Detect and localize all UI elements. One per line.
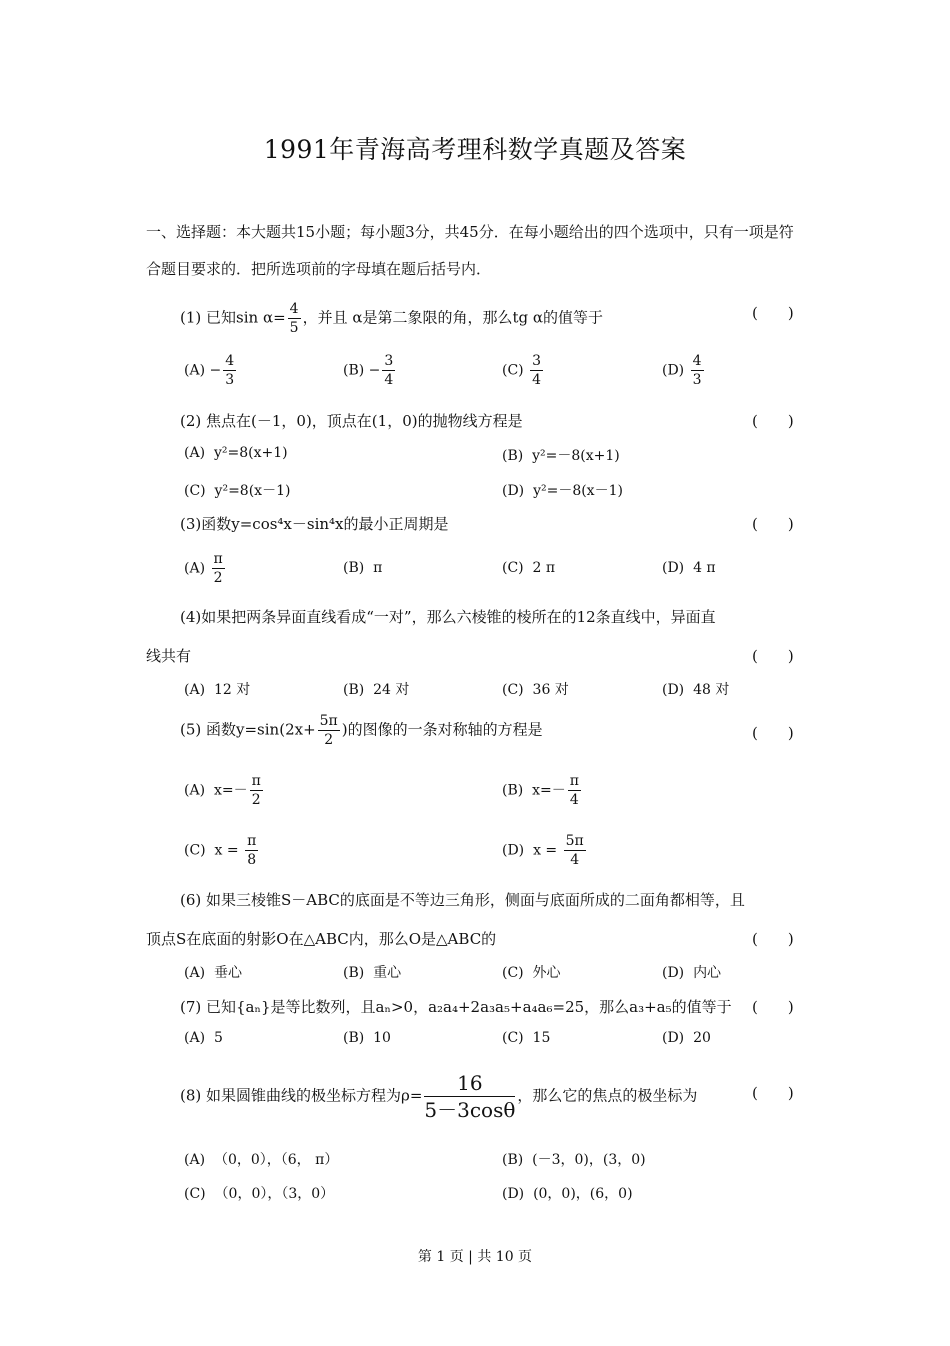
frac-num: π [213, 551, 223, 567]
frac-den: 2 [324, 732, 334, 748]
option-text: 20 [693, 1030, 711, 1046]
frac-den: 3 [225, 372, 235, 388]
option-fraction [530, 352, 543, 389]
option-prefix: x = [533, 842, 562, 859]
q5-answer-paren: ( ) [752, 724, 794, 742]
option-text: 重心 [373, 965, 402, 981]
option-label: (C) [502, 965, 524, 981]
frac-den: 4 [570, 852, 580, 868]
page-footer: 第 1 页 | 共 10 页 [417, 1249, 533, 1265]
q3-option-d [662, 560, 716, 576]
q2-option-c [184, 480, 290, 500]
frac-num: 3 [384, 353, 394, 369]
q4-option-a [184, 679, 250, 699]
q2-option-a [184, 445, 288, 461]
option-text: 36 对 [532, 682, 569, 698]
option-label: (C) [502, 1030, 524, 1046]
option-prefix: x=－ [213, 782, 248, 799]
option-text: 10 [373, 1030, 391, 1046]
frac-num: 4 [225, 353, 235, 369]
section-intro: 一、选择题：本大题共15小题；每小题3分，共45分．在每小题给出的四个选项中，只有一项是符合题目要求的．把所选项前的字母填在题后括号内． [146, 223, 794, 278]
q4-option-b [343, 679, 409, 699]
option-label: (D) [662, 682, 685, 698]
q1-option-c [502, 352, 545, 389]
q4-answer-paren: ( ) [752, 647, 794, 665]
frac-den: 3 [692, 372, 702, 388]
frac-num: 5π [319, 713, 338, 729]
q5-option-a [184, 772, 265, 809]
option-text: 15 [532, 1030, 551, 1046]
q8-stem-part-a: (8) 如果圆锥曲线的极坐标方程为ρ= [180, 1086, 423, 1105]
option-label: (C) [502, 560, 524, 576]
q6-option-b [343, 962, 401, 982]
option-prefix: x=－ [532, 782, 566, 799]
option-label: (A) [184, 1030, 206, 1046]
q1-frac-den: 5 [289, 320, 299, 336]
q1-option-a [184, 352, 238, 389]
question-1-stem [180, 300, 603, 337]
frac-den: 5－3cosθ [424, 1098, 516, 1122]
q6-option-c [502, 962, 561, 982]
frac-num: π [247, 833, 257, 849]
q3-option-c [502, 560, 555, 576]
question-5-stem [180, 712, 543, 749]
option-label: (C) [184, 842, 206, 859]
q5-stem-part-a: (5) 函数y=sin(2x+ [180, 720, 316, 739]
q6-option-a [184, 962, 242, 982]
option-label: (D) [502, 842, 525, 859]
option-label: (D) [662, 1030, 685, 1046]
q8-option-a [184, 1149, 338, 1169]
option-label: (C) [502, 362, 524, 379]
option-sign: − [209, 362, 222, 379]
frac-den: 4 [569, 792, 579, 808]
frac-den: 8 [247, 852, 257, 868]
option-text: 外心 [532, 965, 561, 981]
option-text: 2 π [532, 560, 556, 576]
option-text: （0，0），（3，0） [214, 1186, 335, 1202]
q5-stem-part-b: )的图像的一条对称轴的方程是 [341, 720, 543, 739]
q8-option-d [502, 1183, 633, 1203]
q8-stem-part-b: ，那么它的焦点的极坐标为 [517, 1086, 698, 1105]
frac-den: 2 [251, 792, 261, 808]
question-3-stem: (3)函数y=cos⁴x－sin⁴x的最小正周期是 [180, 515, 449, 533]
option-fraction [212, 550, 225, 587]
option-label: (A) [184, 965, 206, 981]
option-label: (D) [662, 965, 685, 981]
q8-answer-paren: ( ) [752, 1084, 794, 1102]
option-fraction [564, 832, 586, 869]
option-text: 5 [213, 1030, 223, 1046]
frac-num: 16 [424, 1070, 515, 1097]
question-4-stem-line1: (4)如果把两条异面直线看成“一对”，那么六棱锥的棱所在的12条直线中，异面直 [180, 608, 716, 626]
option-label: (C) [502, 682, 524, 698]
option-text: 内心 [693, 965, 722, 981]
option-label: (B) [343, 965, 365, 981]
frac-den: 4 [532, 372, 542, 388]
q8-option-c [184, 1183, 334, 1203]
q4-option-c [502, 679, 569, 699]
option-text: 48 对 [693, 682, 730, 698]
q1-answer-paren: ( ) [752, 304, 794, 322]
option-label: (D) [662, 362, 685, 379]
option-label: (A) [184, 1152, 206, 1168]
option-label: (B) [343, 362, 365, 379]
option-prefix: x = [214, 842, 244, 859]
option-fraction [691, 352, 704, 389]
option-label: (A) [184, 445, 206, 461]
question-6-stem-line1: (6) 如果三棱锥S－ABC的底面是不等边三角形，侧面与底面所成的二面角都相等，且 [180, 891, 745, 909]
option-text: （0，0），（6， π） [213, 1152, 339, 1168]
frac-num: π [251, 773, 261, 789]
option-text: y²=－8(x－1) [533, 483, 623, 499]
q5-option-d [502, 832, 588, 869]
frac-den: 2 [213, 570, 223, 586]
option-text: y²=8(x－1) [214, 483, 291, 499]
option-label: (B) [343, 682, 365, 698]
option-text: 4 π [693, 560, 716, 576]
q3-option-b [343, 560, 382, 576]
option-label: (A) [184, 782, 206, 799]
question-4-stem-line2: 线共有 [146, 647, 192, 665]
frac-num: 5π [565, 833, 584, 849]
q7-option-a [184, 1030, 223, 1046]
option-text: (－3，0)，(3，0) [532, 1152, 646, 1168]
q7-option-c [502, 1030, 550, 1046]
option-text: 垂心 [213, 965, 242, 981]
option-text: π [373, 560, 383, 576]
q7-option-b [343, 1030, 391, 1046]
option-label: (B) [502, 782, 524, 799]
q5-option-c [184, 832, 260, 869]
option-label: (D) [502, 1186, 525, 1202]
frac-den: 4 [384, 372, 394, 388]
option-label: (D) [502, 483, 525, 499]
option-label: (C) [184, 1186, 206, 1202]
q2-option-d [502, 480, 623, 500]
q2-answer-paren: ( ) [752, 412, 794, 430]
q3-option-a [184, 550, 227, 587]
option-fraction [245, 832, 258, 869]
option-label: (C) [184, 483, 206, 499]
q1-stem-part-b: ，并且 α是第二象限的角，那么tg α的值等于 [302, 308, 603, 327]
q1-option-d [662, 352, 706, 389]
question-7-stem: (7) 已知{aₙ}是等比数列，且aₙ>0，a₂a₄+2a₃a₅+a₄a₆=25，那么a₃+a₅的值等于 [180, 998, 732, 1016]
option-text: (0，0)，(6，0) [533, 1186, 633, 1202]
option-text: 24 对 [373, 682, 410, 698]
option-fraction [382, 352, 395, 389]
question-6-stem-line2: 顶点S在底面的射影O在△ABC内，那么O是△ABC的 [146, 930, 497, 948]
option-label: (A) [184, 682, 206, 698]
frac-num: 4 [692, 353, 702, 369]
q3-answer-paren: ( ) [752, 515, 794, 533]
q4-option-d [662, 679, 729, 699]
option-text: y²=8(x+1) [213, 445, 288, 461]
option-fraction [568, 772, 581, 809]
q6-option-d [662, 962, 721, 982]
option-label: (B) [502, 448, 524, 464]
option-fraction [223, 352, 236, 389]
frac-num: 3 [532, 353, 542, 369]
q5-fraction [318, 712, 340, 749]
q5-option-b [502, 772, 583, 809]
option-text: y²=－8(x+1) [532, 448, 620, 464]
option-sign: − [368, 362, 381, 379]
q1-stem-part-a: (1) 已知sin α= [180, 308, 286, 327]
question-2-stem: (2) 焦点在(－1，0)，顶点在(1，0)的抛物线方程是 [180, 412, 523, 430]
q7-option-d [662, 1030, 711, 1046]
q6-answer-paren: ( ) [752, 930, 794, 948]
option-label: (B) [343, 1030, 365, 1046]
q7-answer-paren: ( ) [752, 998, 794, 1016]
q2-option-b [502, 445, 620, 465]
q1-option-b [343, 352, 397, 389]
q1-fraction [288, 300, 301, 337]
question-8-stem [180, 1070, 697, 1123]
option-label: (B) [502, 1152, 524, 1168]
option-label: (D) [662, 560, 685, 576]
option-label: (B) [343, 560, 365, 576]
option-text: 12 对 [213, 682, 251, 698]
option-label: (A) [184, 560, 206, 577]
q8-option-b [502, 1149, 646, 1169]
page-title: 1991年青海高考理科数学真题及答案 [263, 135, 687, 164]
option-fraction [250, 772, 263, 809]
frac-num: π [569, 773, 579, 789]
q8-fraction [424, 1070, 515, 1123]
option-label: (A) [184, 362, 206, 379]
q1-frac-num: 4 [289, 301, 299, 317]
